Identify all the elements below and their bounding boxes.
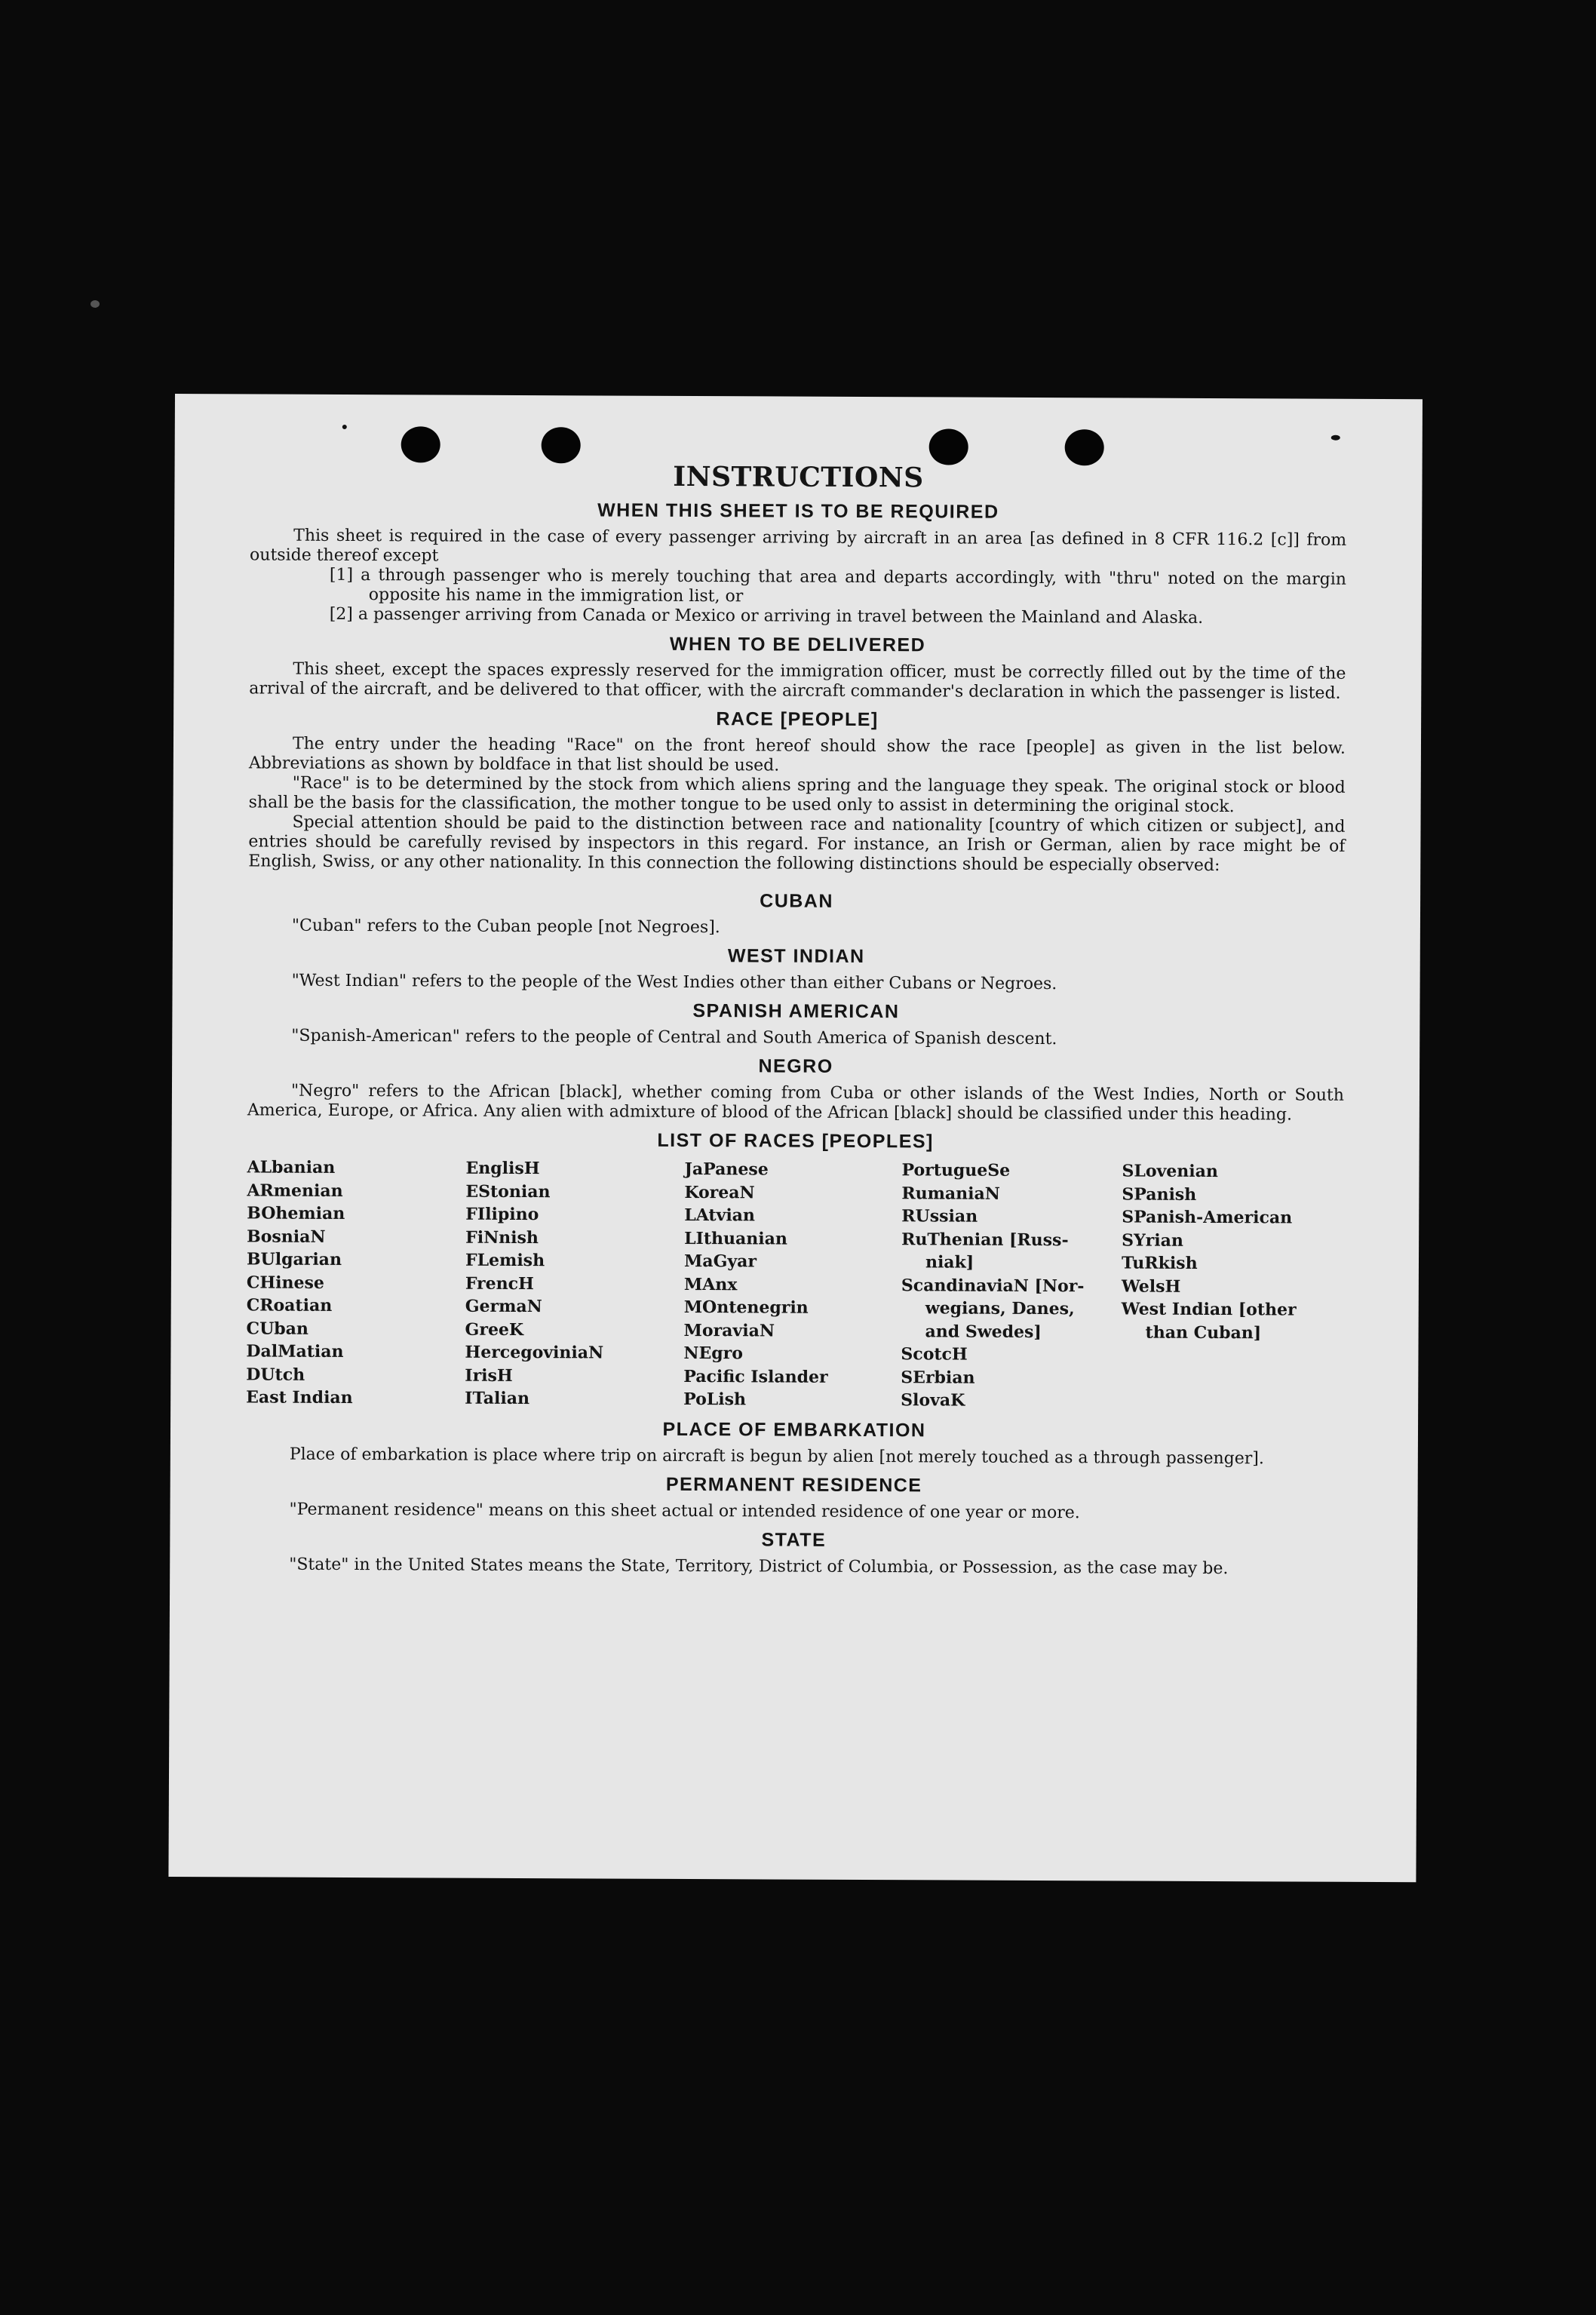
ink-dot — [342, 425, 347, 429]
race-item: GreeK — [465, 1319, 524, 1340]
race-item: SErbian — [901, 1367, 975, 1388]
races-column — [901, 1159, 1122, 1413]
race-item: HercegoviniaN — [465, 1342, 604, 1363]
paragraph-spanish-american: "Spanish-American" refers to the people of Central and South America of Spanish descent. — [291, 1026, 1057, 1049]
race-item: CUban — [246, 1318, 308, 1339]
sheet-content — [245, 459, 1346, 1579]
page-title: INSTRUCTIONS — [673, 460, 924, 494]
list-item: [1] a through passenger who is merely touching that area and departs accordingly, with "thru" noted on the margin opposite his name in the immigration list, or — [329, 565, 1346, 606]
race-item-continuation: niak] — [925, 1252, 974, 1273]
race-item: PortugueSe — [901, 1160, 1011, 1181]
race-item: FrencH — [465, 1273, 534, 1294]
race-item: SPanish-American — [1122, 1207, 1293, 1228]
race-item: RumaniaN — [901, 1183, 1000, 1204]
races-column — [1121, 1159, 1340, 1414]
section-heading-cuban: CUBAN — [760, 890, 834, 912]
race-item: East Indian — [246, 1387, 353, 1408]
race-item: DUtch — [246, 1364, 305, 1385]
paragraph-race-2: "Race" is to be determined by the stock from which aliens spring and the language they speak. The original stock or blood shall be the basis for the classification, the mother tongue to be used only to assist in determining the original stock. — [248, 773, 1346, 817]
paragraph-residence: "Permanent residence" means on this sheet actual or intended residence of one year or more. — [289, 1500, 1080, 1522]
section-heading-spanish-american: SPANISH AMERICAN — [692, 1000, 900, 1023]
race-item: JaPanese — [684, 1159, 769, 1180]
race-item: MAnx — [683, 1274, 738, 1294]
race-item: LIthuanian — [684, 1228, 787, 1249]
list-item: [2] a passenger arriving from Canada or Mexico or arriving in travel between the Mainland and Alaska. — [329, 604, 1204, 628]
race-item: MaGyar — [683, 1251, 757, 1272]
race-item: SPanish — [1122, 1184, 1197, 1205]
races-column — [683, 1158, 901, 1412]
race-item: KoreaN — [684, 1182, 755, 1202]
race-item: EStonian — [465, 1181, 551, 1202]
races-column — [465, 1157, 684, 1411]
paragraph-negro: "Negro" refers to the African [black], whether coming from Cuba or other islands of the West Indies, North or South America, Europe, or Africa. Any alien with admixture of blood of the African [black] should be classified under this heading. — [247, 1081, 1345, 1125]
punch-hole — [1065, 429, 1104, 465]
race-item: FiNnish — [465, 1227, 539, 1248]
paragraph-west-indian: "West Indian" refers to the people of the West Indies other than either Cubans or Negroes. — [291, 971, 1057, 994]
paragraph-state: "State" in the United States means the State, Territory, District of Columbia, or Possession, as the case may be. — [289, 1555, 1229, 1578]
ink-dot — [1331, 435, 1340, 441]
race-item: BOhemian — [247, 1203, 345, 1224]
race-item: SlovaK — [901, 1390, 965, 1411]
paragraph-race-1: The entry under the heading "Race" on the front hereof should show the race [people] as given in the list below. Abbreviations as shown by boldface in that list should be used. — [248, 734, 1346, 775]
paragraph-required: This sheet is required in the case of every passenger arriving by aircraft in an area [as defined in 8 CFR 116.2 [c]] from outside thereof except — [250, 526, 1347, 566]
section-heading-residence: PERMANENT RESIDENCE — [665, 1473, 922, 1496]
race-item: EnglisH — [465, 1158, 540, 1179]
instruction-sheet — [168, 394, 1423, 1882]
race-item: RuThenian [Russ- — [901, 1229, 1069, 1250]
paragraph-cuban: "Cuban" refers to the Cuban people [not Negroes]. — [291, 916, 720, 938]
race-item: SLovenian — [1122, 1161, 1218, 1182]
paragraph-embarkation: Place of embarkation is place where trip on aircraft is begun by alien [not merely touched as a through passenger]. — [289, 1445, 1264, 1468]
race-item: West Indian [other — [1121, 1299, 1297, 1320]
race-item: MoraviaN — [683, 1320, 775, 1340]
race-item: PoLish — [683, 1389, 747, 1410]
section-heading-race: RACE [PEOPLE] — [716, 708, 879, 731]
punch-hole — [542, 427, 581, 463]
race-item: BosniaN — [247, 1226, 326, 1247]
section-heading-west-indian: WEST INDIAN — [727, 945, 865, 967]
race-item-continuation: wegians, Danes, — [925, 1298, 1075, 1319]
dust-speck — [91, 300, 100, 308]
race-item: FLemish — [465, 1250, 545, 1271]
race-item: ITalian — [465, 1388, 530, 1409]
race-item: GermaN — [465, 1296, 542, 1317]
race-item: FIlipino — [465, 1204, 539, 1225]
section-heading-races-list: LIST OF RACES [PEOPLES] — [657, 1129, 934, 1153]
race-item: WelsH — [1121, 1276, 1181, 1297]
race-item: ScotcH — [901, 1344, 968, 1365]
race-item: IrisH — [465, 1365, 513, 1386]
race-item: Pacific Islander — [683, 1366, 828, 1387]
race-item-continuation: and Swedes] — [925, 1321, 1042, 1342]
race-item-continuation: than Cuban] — [1145, 1322, 1262, 1343]
race-item: TuRkish — [1121, 1253, 1198, 1273]
race-item: SYrian — [1122, 1230, 1183, 1251]
race-item: ScandinaviaN [Nor- — [901, 1275, 1085, 1296]
section-heading-embarkation: PLACE OF EMBARKATION — [662, 1418, 926, 1441]
race-item: RUssian — [901, 1206, 978, 1227]
race-item: ARmenian — [247, 1180, 343, 1201]
race-item: NEgro — [683, 1343, 744, 1364]
races-column — [246, 1156, 465, 1410]
race-item: MOntenegrin — [683, 1297, 809, 1318]
section-heading-delivered: WHEN TO BE DELIVERED — [669, 633, 926, 656]
race-item: LAtvian — [684, 1205, 756, 1226]
race-item: ALbanian — [247, 1157, 336, 1177]
section-heading-negro: NEGRO — [758, 1055, 833, 1077]
section-heading-required: WHEN THIS SHEET IS TO BE REQUIRED — [597, 499, 999, 523]
paragraph-race-3: Special attention should be paid to the distinction between race and nationality [country of which citizen or subject], and entries should be carefully revised by inspectors in this regard. For instance, an Irish or German, alien by race might be of English, Swiss, or any other nationality. In this connection the following distinctions should be especially observed: — [248, 812, 1346, 876]
race-item: CHinese — [246, 1272, 324, 1293]
races-table — [246, 1156, 1343, 1414]
punch-hole — [401, 426, 440, 462]
punch-hole — [929, 428, 968, 465]
race-item: CRoatian — [246, 1295, 333, 1316]
race-item: DalMatian — [246, 1341, 344, 1362]
race-item: BUlgarian — [246, 1249, 342, 1270]
paragraph-delivered: This sheet, except the spaces expressly reserved for the immigration officer, must be correctly filled out by the time of the arrival of the aircraft, and be delivered to that officer, with the aircraft commander's declaration in which the passenger is listed. — [249, 659, 1346, 703]
section-heading-state: STATE — [761, 1528, 827, 1551]
